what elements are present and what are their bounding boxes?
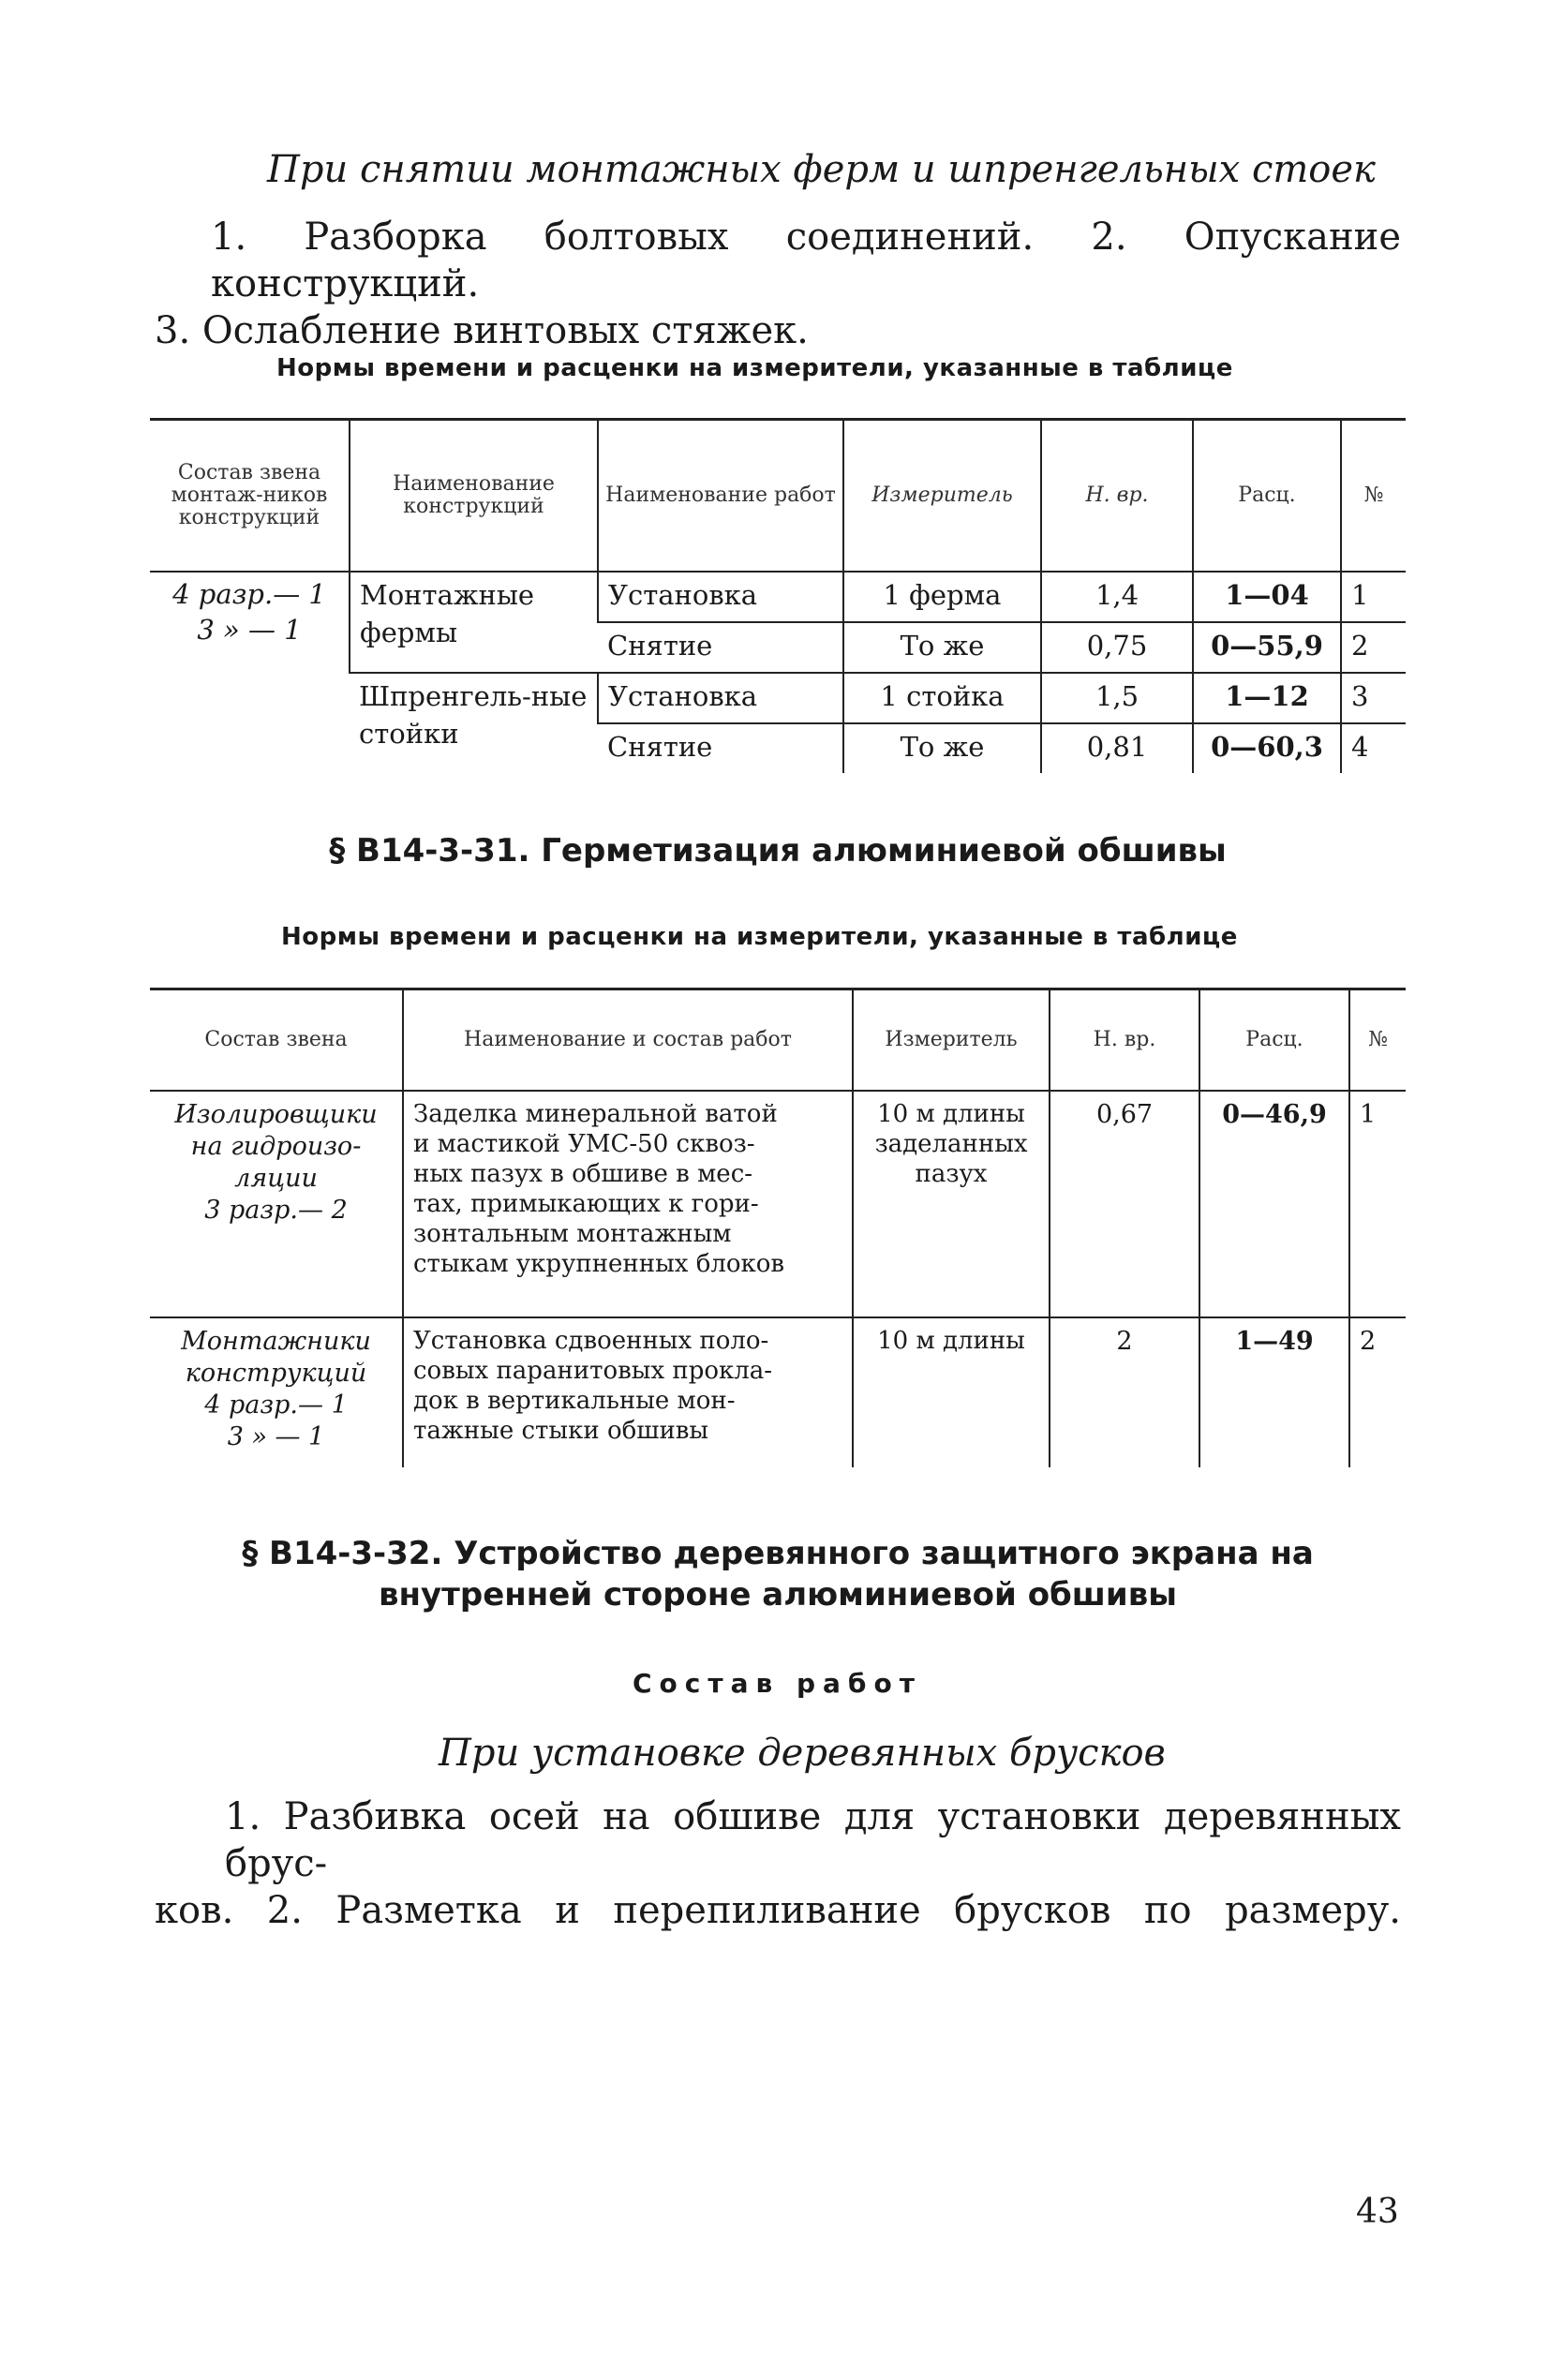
sostav-rabot-heading: Состав работ (633, 1668, 922, 1699)
intro-line-2: 3. Ослабление винтовых стяжек. (155, 309, 809, 352)
sostav-cell (150, 1317, 403, 1467)
naim-line: зонтальным монтажным (413, 1219, 732, 1248)
intro-paragraph (155, 214, 1401, 354)
header-rabot: Наименование работ (598, 420, 843, 572)
rasc-cell: 0—46,9 (1199, 1091, 1349, 1317)
intro-heading: При снятии монтажных ферм и шпренгельных стоек (267, 148, 1376, 191)
naim-line: ных пазух в обшиве в мес- (413, 1159, 753, 1188)
naim-line: тажные стыки обшивы (413, 1416, 709, 1445)
header-nvr: Н. вр. (1041, 420, 1193, 572)
section-31-title: § В14-3-31. Герметизация алюминиевой обшивы (329, 832, 1227, 870)
izm-line: 10 м длины (877, 1099, 1025, 1128)
rabot-cell: Установка (598, 572, 843, 622)
section-32-paragraph (155, 1793, 1401, 1934)
intro-line-1: 1. Разборка болтовых соединений. 2. Опускание конструкций. (211, 216, 1401, 305)
nvr-cell: 2 (1050, 1317, 1199, 1467)
section-32-subheading: При установке деревянных брусков (439, 1732, 1166, 1775)
table2-caption: Нормы времени и расценки на измерители, указанные в таблице (281, 923, 1238, 951)
num-cell: 1 (1341, 572, 1406, 622)
num-cell: 4 (1341, 723, 1406, 773)
izm-cell: 1 стойка (843, 673, 1041, 723)
naim-line: док в вертикальные мон- (413, 1386, 736, 1415)
rasc-cell: 1—49 (1199, 1317, 1349, 1467)
konstr-cell: Шпренгель-ные стойки (359, 679, 588, 750)
sostav-line: 4 разр.— 1 (204, 1390, 348, 1420)
table1-caption: Нормы времени и расценки на измерители, указанные в таблице (276, 354, 1233, 382)
section-32-title (150, 1533, 1406, 1615)
izm-line: пазух (915, 1159, 988, 1188)
naim-cell (403, 1317, 853, 1467)
naim-line: Заделка минеральной ватой (413, 1099, 778, 1128)
header-sostav: Состав звена (150, 989, 403, 1091)
header-nvr: Н. вр. (1050, 989, 1199, 1091)
naim-line: Установка сдвоенных поло- (413, 1326, 769, 1355)
section-32-line-2: ков. 2. Разметка и перепиливание брусков по размеру. (155, 1889, 1401, 1932)
sostav-line: конструкций (185, 1358, 367, 1388)
header-rasc: Расц. (1199, 989, 1349, 1091)
section-32-title-line-2: внутренней стороне алюминиевой обшивы (379, 1576, 1177, 1614)
rasc-cell: 1—04 (1193, 572, 1341, 622)
sostav-line: на гидроизо- (190, 1131, 362, 1161)
rasc-cell: 0—55,9 (1193, 622, 1341, 673)
nvr-cell: 1,5 (1041, 673, 1193, 723)
norms-table-1 (150, 418, 1406, 773)
sostav-line: 3 разр.— 2 (204, 1195, 348, 1225)
izm-line: заделанных (874, 1129, 1028, 1158)
rabot-cell: Снятие (598, 622, 843, 673)
sostav-line: 4 разр.— 1 (172, 577, 326, 610)
norms-table-2 (150, 988, 1406, 1467)
nvr-cell: 0,67 (1050, 1091, 1199, 1317)
header-rasc: Расц. (1193, 420, 1341, 572)
num-cell: 1 (1349, 1091, 1406, 1317)
naim-line: совых паранитовых прокла- (413, 1356, 773, 1385)
naim-line: тах, примыкающих к гори- (413, 1189, 759, 1218)
num-cell: 3 (1341, 673, 1406, 723)
section-32-title-line-1: § В14-3-32. Устройство деревянного защитного экрана на (242, 1535, 1314, 1572)
rabot-cell: Установка (598, 673, 843, 723)
sostav-cell (150, 572, 350, 773)
izm-cell: То же (843, 723, 1041, 773)
rasc-cell: 1—12 (1193, 673, 1341, 723)
izm-cell: То же (843, 622, 1041, 673)
page-number: 43 (1356, 2193, 1399, 2231)
izm-line: 10 м длины (877, 1326, 1025, 1355)
num-cell: 2 (1341, 622, 1406, 673)
naim-cell (403, 1091, 853, 1317)
header-num: № (1341, 420, 1406, 572)
naim-line: и мастикой УМС-50 сквоз- (413, 1129, 755, 1158)
izm-cell (853, 1091, 1050, 1317)
rabot-cell: Снятие (607, 730, 713, 763)
konstr-cell: Монтажные фермы (350, 572, 598, 673)
header-izm: Измеритель (843, 420, 1041, 572)
num-cell: 2 (1349, 1317, 1406, 1467)
sostav-line: 3 » — 1 (227, 1421, 325, 1451)
izm-cell: 1 ферма (843, 572, 1041, 622)
sostav-cell (150, 1091, 403, 1317)
nvr-cell: 1,4 (1041, 572, 1193, 622)
nvr-cell: 0,81 (1041, 723, 1193, 773)
header-konstr: Наименование конструкций (350, 420, 598, 572)
rasc-cell: 0—60,3 (1193, 723, 1341, 773)
sostav-line: Изолировщики (174, 1099, 378, 1129)
nvr-cell: 0,75 (1041, 622, 1193, 673)
header-naim: Наименование и состав работ (403, 989, 853, 1091)
sostav-line: 3 » — 1 (197, 613, 302, 646)
sostav-line: ляции (234, 1163, 318, 1193)
header-sostav: Состав звена монтаж-ников конструкций (150, 420, 350, 572)
naim-line: стыкам укрупненных блоков (413, 1249, 785, 1278)
sostav-line: Монтажники (181, 1326, 371, 1356)
header-num: № (1349, 989, 1406, 1091)
section-32-line-1: 1. Разбивка осей на обшиве для установки деревянных брус- (225, 1795, 1401, 1885)
izm-cell (853, 1317, 1050, 1467)
header-izm: Измеритель (853, 989, 1050, 1091)
